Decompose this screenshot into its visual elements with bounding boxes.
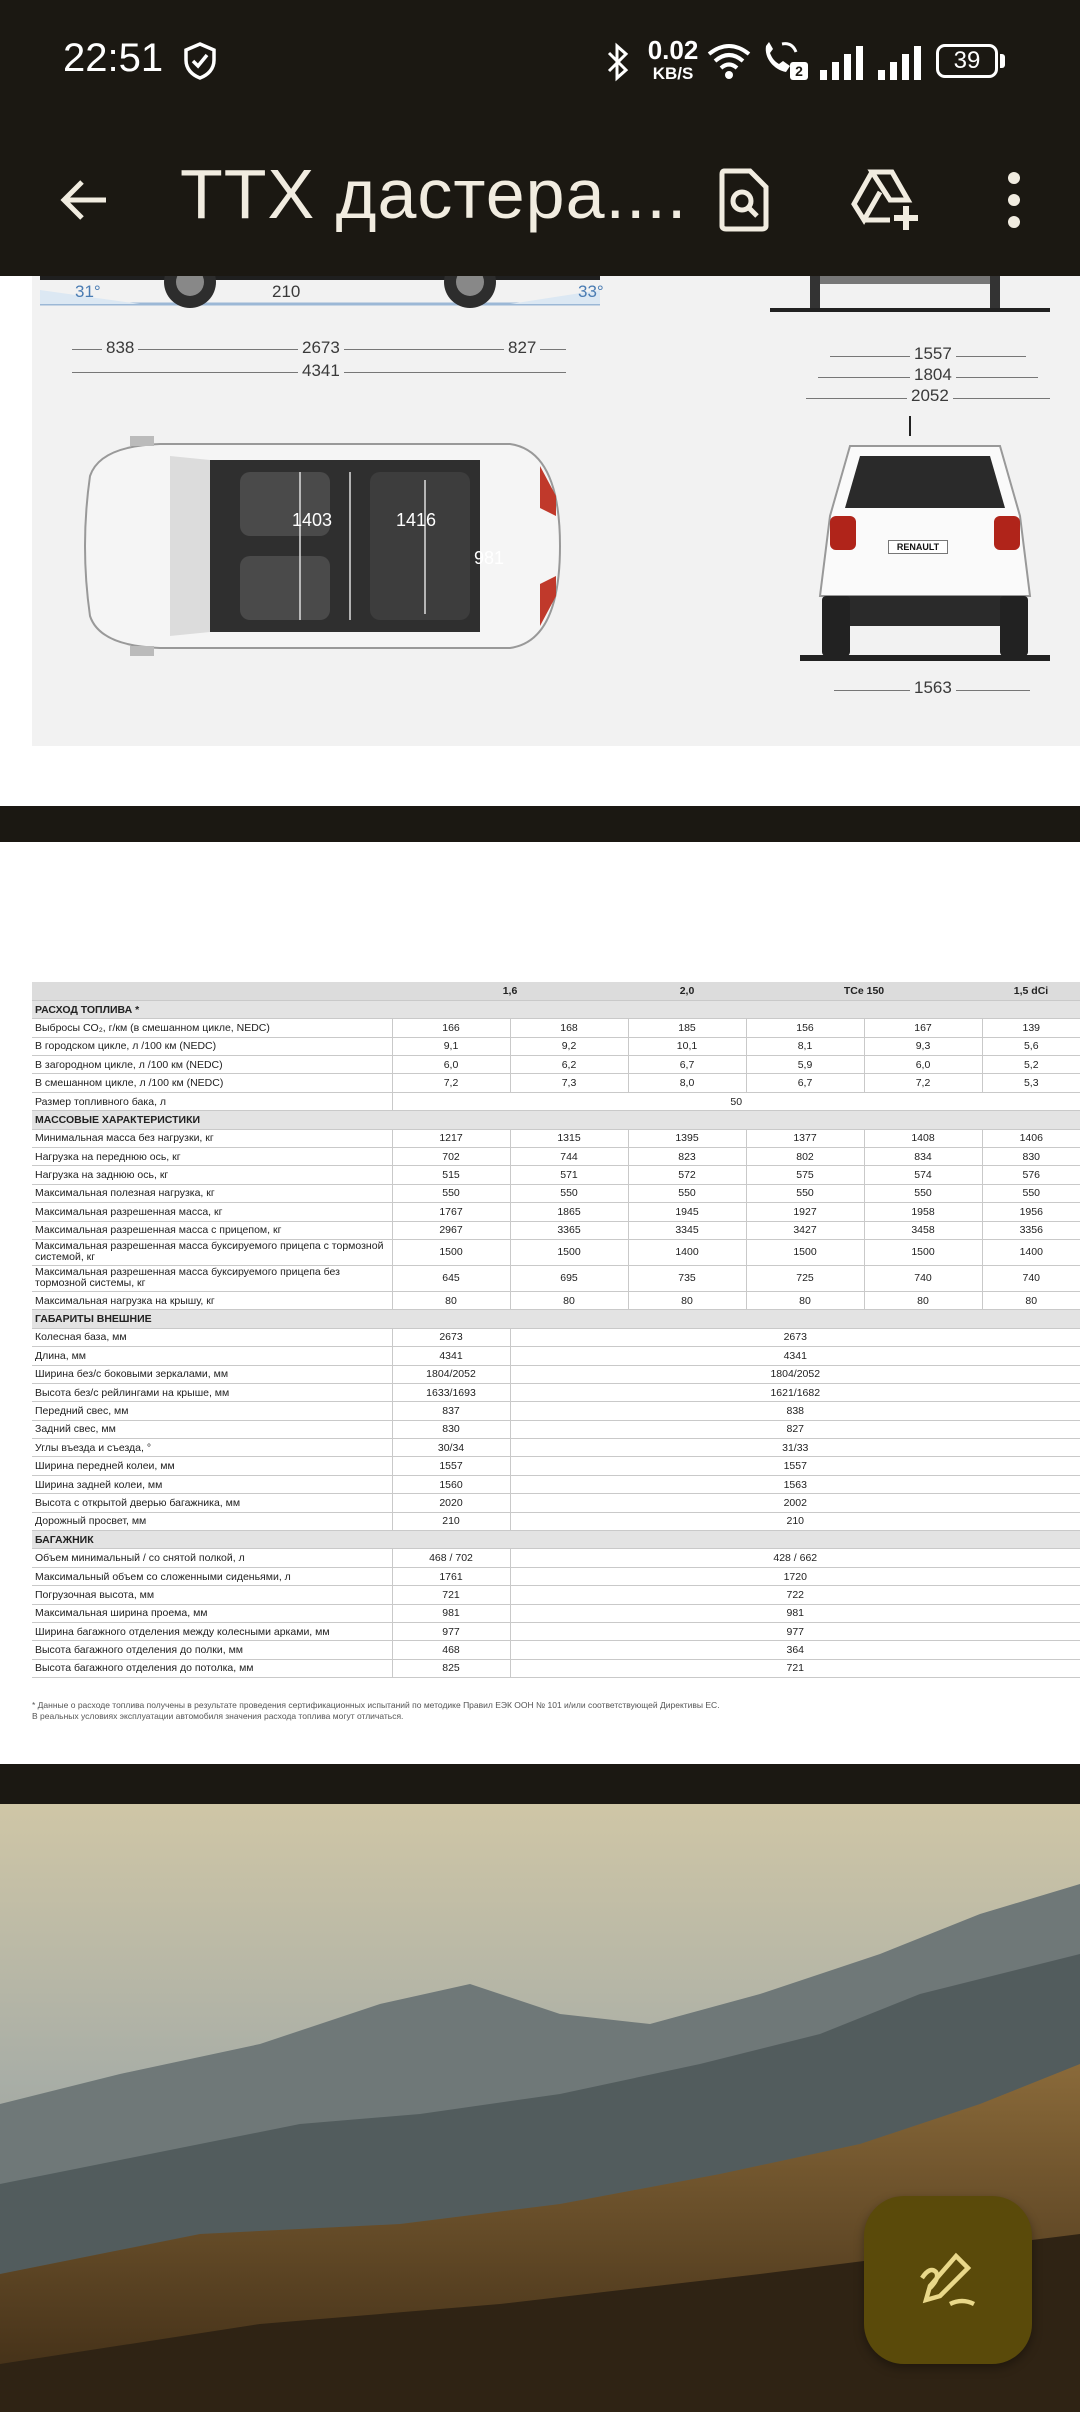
add-to-drive-button[interactable] (838, 152, 934, 248)
table-cell: 6,7 (628, 1056, 746, 1074)
table-cell: 977 (392, 1623, 510, 1641)
row-label: Ширина без/с боковыми зеркалами, мм (32, 1365, 392, 1383)
table-cell: 823 (628, 1148, 746, 1166)
table-cell: 5,2 (982, 1056, 1080, 1074)
table-row (32, 1221, 1080, 1239)
table-section-row (32, 1000, 1080, 1018)
clock: 22:51 (63, 36, 164, 80)
table-row (32, 1512, 1080, 1530)
table-row (32, 1475, 1080, 1493)
table-cell: 210 (510, 1512, 1080, 1530)
table-row (32, 1365, 1080, 1383)
row-label: Длина, мм (32, 1347, 392, 1365)
table-row (32, 1549, 1080, 1567)
table-cell: 1956 (982, 1203, 1080, 1221)
table-cell: 1395 (628, 1129, 746, 1147)
table-cell: 574 (864, 1166, 982, 1184)
table-row (32, 1439, 1080, 1457)
table-cell: 80 (510, 1291, 628, 1309)
table-cell: 977 (510, 1623, 1080, 1641)
table-cell: 185 (628, 1019, 746, 1037)
row-label: Максимальная разрешенная масса буксируемого прицепа с тормозной системой, кг (32, 1239, 392, 1265)
bluetooth-icon (606, 42, 630, 82)
front-overhang-label: 838 (102, 338, 138, 358)
more-options-button[interactable] (966, 152, 1062, 248)
table-cell: 550 (982, 1184, 1080, 1202)
table-cell: 364 (510, 1641, 1080, 1659)
table-row (32, 1074, 1080, 1092)
row-label: В смешанном цикле, л /100 км (NEDC) (32, 1074, 392, 1092)
table-row (32, 1567, 1080, 1585)
table-cell: 827 (510, 1420, 1080, 1438)
row-label: Нагрузка на заднюю ось, кг (32, 1166, 392, 1184)
table-cell: 2673 (510, 1328, 1080, 1346)
table-cell: 721 (510, 1659, 1080, 1677)
row-label: Максимальная разрешенная масса, кг (32, 1203, 392, 1221)
search-in-document-button[interactable] (696, 152, 792, 248)
table-cell: 3356 (982, 1221, 1080, 1239)
table-cell: 3427 (746, 1221, 864, 1239)
specifications-table (32, 982, 1080, 1678)
table-cell: 156 (746, 1019, 864, 1037)
table-cell: 50 (392, 1092, 1080, 1110)
rear-overhang-label: 827 (504, 338, 540, 358)
table-cell: 1500 (864, 1239, 982, 1265)
shield-check-icon (183, 42, 217, 80)
table-cell: 1865 (510, 1203, 628, 1221)
table-row (32, 1148, 1080, 1166)
table-row (32, 1184, 1080, 1202)
table-cell: 6,0 (392, 1056, 510, 1074)
interior-length-1-label: 1403 (292, 510, 333, 530)
table-row (32, 1019, 1080, 1037)
app-bar (0, 124, 1080, 276)
clearance-label: 210 (272, 282, 301, 301)
row-label: Максимальная нагрузка на крышу, кг (32, 1291, 392, 1309)
table-cell: 7,3 (510, 1074, 628, 1092)
table-row (32, 1659, 1080, 1677)
table-section-row (32, 1310, 1080, 1328)
table-cell: 9,3 (864, 1037, 982, 1055)
table-cell: 80 (864, 1291, 982, 1309)
row-label: Ширина багажного отделения между колесными арками, мм (32, 1623, 392, 1641)
status-bar (0, 0, 1080, 124)
table-section-row (32, 1531, 1080, 1549)
table-cell: 1804/2052 (510, 1365, 1080, 1383)
row-label: Погрузочная высота, мм (32, 1586, 392, 1604)
row-label: Колесная база, мм (32, 1328, 392, 1346)
table-cell: 830 (392, 1420, 510, 1438)
table-row (32, 1641, 1080, 1659)
row-label: Максимальная разрешенная масса с прицепом, кг (32, 1221, 392, 1239)
table-cell: 1315 (510, 1129, 628, 1147)
table-cell: 1945 (628, 1203, 746, 1221)
table-header-cell: 1,6 (392, 982, 628, 1000)
table-cell: 3365 (510, 1221, 628, 1239)
row-label: В городском цикле, л /100 км (NEDC) (32, 1037, 392, 1055)
interior-length-2-label: 1416 (396, 510, 437, 530)
table-cell: 981 (392, 1604, 510, 1622)
table-cell: 550 (392, 1184, 510, 1202)
row-label: Передний свес, мм (32, 1402, 392, 1420)
battery-indicator: 39 (936, 44, 998, 78)
table-cell: 1408 (864, 1129, 982, 1147)
table-row (32, 1166, 1080, 1184)
row-label: Нагрузка на переднюю ось, кг (32, 1148, 392, 1166)
table-row (32, 1604, 1080, 1622)
row-label: Размер топливного бака, л (32, 1092, 392, 1110)
row-label: В загородном цикле, л /100 км (NEDC) (32, 1056, 392, 1074)
table-row (32, 1291, 1080, 1309)
table-cell: 1400 (628, 1239, 746, 1265)
row-label: Максимальная ширина проема, мм (32, 1604, 392, 1622)
table-cell: 1557 (392, 1457, 510, 1475)
car-top-view-image (70, 436, 570, 656)
table-header-cell: TCe 150 (746, 982, 982, 1000)
table-cell: 5,9 (746, 1056, 864, 1074)
network-speed: 0.02 KB/S (647, 35, 699, 83)
table-row (32, 1402, 1080, 1420)
table-header-row (32, 982, 1080, 1000)
table-cell: 837 (392, 1402, 510, 1420)
pdf-page-dimensions (0, 276, 1080, 806)
table-cell: 2020 (392, 1494, 510, 1512)
table-cell: 834 (864, 1148, 982, 1166)
table-section-row (32, 1111, 1080, 1129)
row-label: Высота багажного отделения до полки, мм (32, 1641, 392, 1659)
table-cell: 571 (510, 1166, 628, 1184)
table-header-cell: 1,5 dCi (982, 982, 1080, 1000)
cargo-width-label: 981 (474, 548, 505, 568)
table-cell: 744 (510, 1148, 628, 1166)
table-cell: 825 (392, 1659, 510, 1677)
table-cell: 80 (628, 1291, 746, 1309)
table-cell: 695 (510, 1265, 628, 1291)
table-cell: 1500 (510, 1239, 628, 1265)
table-cell: 6,2 (510, 1056, 628, 1074)
table-cell: 6,7 (746, 1074, 864, 1092)
table-cell: 735 (628, 1265, 746, 1291)
car-front-view-image (770, 276, 1070, 316)
row-label: Минимальная масса без нагрузки, кг (32, 1129, 392, 1147)
table-cell: 80 (746, 1291, 864, 1309)
table-row (32, 1056, 1080, 1074)
table-cell: 468 (392, 1641, 510, 1659)
table-cell: 1557 (510, 1457, 1080, 1475)
table-cell: 802 (746, 1148, 864, 1166)
table-cell: 1563 (510, 1475, 1080, 1493)
table-row (32, 1203, 1080, 1221)
footnote: * Данные о расходе топлива получены в результате проведения сертификационных испытаний по методике Правил ЕЭК ООН № 101 и/или соответствующей Директивы ЕС. В реальных условиях эксплуатации автомобиля значения расхода топлива могут отличаться. (32, 1700, 720, 1721)
angle-rear-label: 33° (578, 282, 604, 301)
table-row (32, 1586, 1080, 1604)
edit-button[interactable] (864, 2196, 1032, 2364)
table-row (32, 1129, 1080, 1147)
table-cell: 1720 (510, 1567, 1080, 1585)
table-cell: 1927 (746, 1203, 864, 1221)
signal-1-icon (818, 44, 868, 80)
table-cell: 3458 (864, 1221, 982, 1239)
more-vert-icon (1004, 170, 1024, 230)
row-label: Максимальная разрешенная масса буксируемого прицепа без тормозной системы, кг (32, 1265, 392, 1291)
signal-2-icon (876, 44, 926, 80)
width-label: 1804 (910, 365, 956, 385)
table-cell: 31/33 (510, 1439, 1080, 1457)
table-cell: 1500 (746, 1239, 864, 1265)
table-cell: 5,3 (982, 1074, 1080, 1092)
section-title: РАСХОД ТОПЛИВА * (32, 1000, 1080, 1018)
table-cell: 550 (864, 1184, 982, 1202)
table-cell: 722 (510, 1586, 1080, 1604)
table-row (32, 1494, 1080, 1512)
table-row (32, 1383, 1080, 1401)
table-cell: 468 / 702 (392, 1549, 510, 1567)
row-label: Объем минимальный / со снятой полкой, л (32, 1549, 392, 1567)
table-row (32, 1037, 1080, 1055)
row-label: Ширина задней колеи, мм (32, 1475, 392, 1493)
table-cell: 702 (392, 1148, 510, 1166)
table-cell: 80 (392, 1291, 510, 1309)
table-cell: 1633/1693 (392, 1383, 510, 1401)
table-row (32, 1347, 1080, 1365)
table-cell: 575 (746, 1166, 864, 1184)
pdf-page-specifications (0, 842, 1080, 1764)
table-cell: 576 (982, 1166, 1080, 1184)
document-title: ТТХ дастера.... (180, 155, 688, 233)
back-button[interactable] (36, 152, 132, 248)
table-cell: 1804/2052 (392, 1365, 510, 1383)
table-cell: 30/34 (392, 1439, 510, 1457)
table-header-cell: 2,0 (628, 982, 746, 1000)
table-cell: 428 / 662 (510, 1549, 1080, 1567)
table-cell: 7,2 (864, 1074, 982, 1092)
table-cell: 721 (392, 1586, 510, 1604)
table-cell: 7,2 (392, 1074, 510, 1092)
table-cell: 1761 (392, 1567, 510, 1585)
find-in-page-icon (716, 168, 772, 232)
table-cell: 830 (982, 1148, 1080, 1166)
row-label: Высота без/с рейлингами на крыше, мм (32, 1383, 392, 1401)
table-cell: 2002 (510, 1494, 1080, 1512)
table-row (32, 1623, 1080, 1641)
section-title: ГАБАРИТЫ ВНЕШНИЕ (32, 1310, 1080, 1328)
row-label: Задний свес, мм (32, 1420, 392, 1438)
wifi-icon (706, 42, 752, 80)
table-cell: 1560 (392, 1475, 510, 1493)
row-label: Высота багажного отделения до потолка, мм (32, 1659, 392, 1677)
table-cell: 1767 (392, 1203, 510, 1221)
table-cell: 166 (392, 1019, 510, 1037)
row-label: Выбросы CO₂, г/км (в смешанном цикле, NEDC) (32, 1019, 392, 1037)
table-cell: 2673 (392, 1328, 510, 1346)
table-cell: 1377 (746, 1129, 864, 1147)
table-cell: 1958 (864, 1203, 982, 1221)
table-header-cell (32, 982, 392, 1000)
table-row (32, 1457, 1080, 1475)
section-title: БАГАЖНИК (32, 1531, 1080, 1549)
table-row (32, 1328, 1080, 1346)
table-cell: 838 (510, 1402, 1080, 1420)
table-cell: 3345 (628, 1221, 746, 1239)
row-label: Высота с открытой дверью багажника, мм (32, 1494, 392, 1512)
table-row (32, 1265, 1080, 1291)
table-cell: 1217 (392, 1129, 510, 1147)
car-side-view-image (40, 276, 640, 316)
table-cell: 9,2 (510, 1037, 628, 1055)
front-track-label: 1557 (910, 344, 956, 364)
table-cell: 10,1 (628, 1037, 746, 1055)
table-cell: 550 (746, 1184, 864, 1202)
table-row (32, 1420, 1080, 1438)
table-cell: 1406 (982, 1129, 1080, 1147)
table-cell: 515 (392, 1166, 510, 1184)
table-row (32, 1092, 1080, 1110)
table-cell: 550 (510, 1184, 628, 1202)
row-label: Максимальная полезная нагрузка, кг (32, 1184, 392, 1202)
table-cell: 725 (746, 1265, 864, 1291)
rear-track-label: 1563 (910, 678, 956, 698)
sim-badge: 2 (790, 62, 808, 80)
section-title: МАССОВЫЕ ХАРАКТЕРИСТИКИ (32, 1111, 1080, 1129)
license-plate: RENAULT (888, 540, 948, 554)
table-cell: 8,1 (746, 1037, 864, 1055)
table-cell: 8,0 (628, 1074, 746, 1092)
row-label: Ширина передней колеи, мм (32, 1457, 392, 1475)
table-cell: 4341 (392, 1347, 510, 1365)
row-label: Максимальный объем со сложенными сиденьями, л (32, 1567, 392, 1585)
table-cell: 5,6 (982, 1037, 1080, 1055)
edit-icon (916, 2248, 980, 2312)
row-label: Дорожный просвет, мм (32, 1512, 392, 1530)
table-row (32, 1239, 1080, 1265)
table-cell: 645 (392, 1265, 510, 1291)
table-cell: 168 (510, 1019, 628, 1037)
battery-tip (1000, 54, 1005, 68)
add-to-drive-icon (850, 168, 922, 232)
table-cell: 1621/1682 (510, 1383, 1080, 1401)
length-label: 4341 (298, 361, 344, 381)
row-label: Углы въезда и съезда, ° (32, 1439, 392, 1457)
table-cell: 1400 (982, 1239, 1080, 1265)
table-cell: 2967 (392, 1221, 510, 1239)
table-cell: 740 (982, 1265, 1080, 1291)
table-cell: 1500 (392, 1239, 510, 1265)
table-cell: 550 (628, 1184, 746, 1202)
table-cell: 6,0 (864, 1056, 982, 1074)
table-cell: 80 (982, 1291, 1080, 1309)
table-cell: 9,1 (392, 1037, 510, 1055)
width-mirrors-label: 2052 (907, 386, 953, 406)
table-cell: 572 (628, 1166, 746, 1184)
table-cell: 210 (392, 1512, 510, 1530)
table-cell: 740 (864, 1265, 982, 1291)
wheelbase-label: 2673 (298, 338, 344, 358)
arrow-back-icon (56, 172, 112, 228)
table-cell: 139 (982, 1019, 1080, 1037)
table-cell: 4341 (510, 1347, 1080, 1365)
angle-front-label: 31° (75, 282, 101, 301)
table-cell: 981 (510, 1604, 1080, 1622)
table-cell: 167 (864, 1019, 982, 1037)
